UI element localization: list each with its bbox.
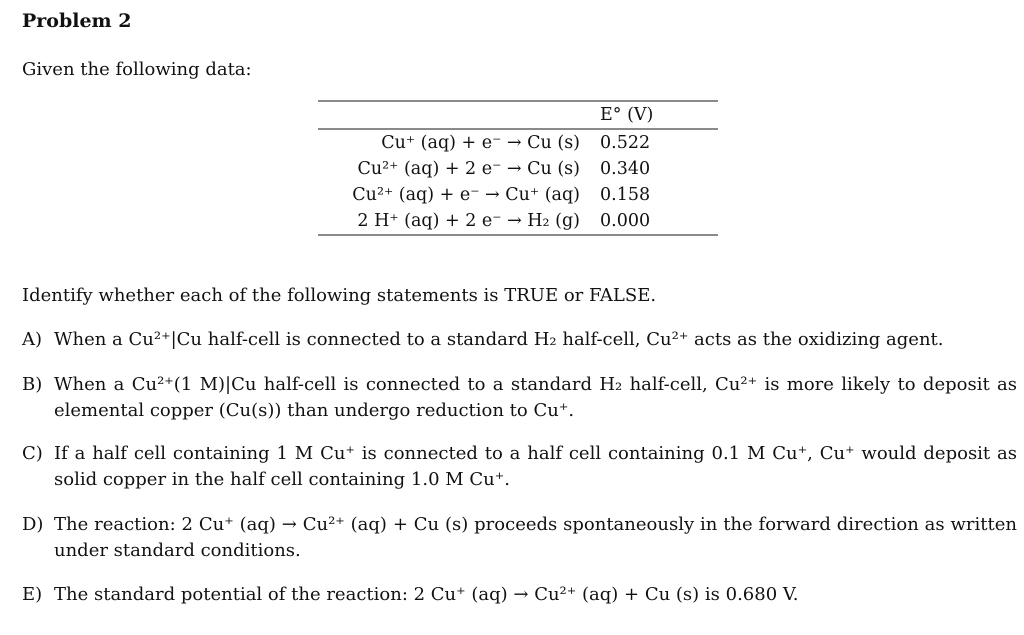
statement-c (22, 441, 1017, 493)
instruction-text: Identify whether each of the following statements is TRUE or FALSE. (22, 285, 657, 306)
statement-d (22, 512, 1017, 564)
statement-letter: B) (22, 374, 43, 395)
statement-a (22, 327, 1017, 353)
header-potential (600, 101, 718, 129)
statement-text: The reaction: 2 Cu⁺ (aq) → Cu²⁺ (aq) + Cu (s) proceeds spontaneously in the forward direction as written under standard conditions. (54, 514, 1017, 561)
potential-cell: 0.000 (600, 208, 718, 235)
table-row (318, 208, 718, 235)
table-row (318, 156, 718, 182)
statement-letter: D) (22, 514, 44, 535)
potential-cell: 0.340 (600, 159, 651, 179)
statement-text: If a half cell containing 1 M Cu⁺ is connected to a half cell containing 0.1 M Cu⁺, Cu⁺ would deposit as solid copper in the half cell containing 1.0 M Cu⁺. (54, 443, 1017, 490)
reaction-cell: Cu⁺ (aq) + e⁻ → Cu (s) (381, 133, 580, 153)
statement-letter: C) (22, 443, 43, 464)
statement-letter: A) (22, 329, 43, 350)
data-table (318, 100, 718, 236)
potential-cell: 0.522 (600, 133, 651, 153)
header-potential-label: E° (V) (600, 105, 654, 125)
potential-cell: 0.158 (600, 185, 651, 205)
reaction-cell: Cu²⁺ (aq) + 2 e⁻ → Cu (s) (357, 159, 580, 179)
table-header-row (318, 101, 718, 129)
table-row (318, 182, 718, 208)
statement-letter: E) (22, 584, 43, 605)
statement-text: The standard potential of the reaction: 2 Cu⁺ (aq) → Cu²⁺ (aq) + Cu (s) is 0.680 V. (54, 584, 799, 605)
potential-table (318, 100, 718, 236)
reaction-cell: 2 H⁺ (aq) + 2 e⁻ → H₂ (g) (318, 208, 600, 235)
statement-b (22, 372, 1017, 424)
statement-e (22, 582, 1017, 608)
statement-text: When a Cu²⁺|Cu half-cell is connected to a standard H₂ half-cell, Cu²⁺ acts as the oxidizing agent. (54, 329, 944, 350)
intro-text: Given the following data: (22, 59, 252, 80)
reaction-cell: Cu²⁺ (aq) + e⁻ → Cu⁺ (aq) (352, 185, 580, 205)
problem-title: Problem 2 (22, 10, 132, 32)
table-row (318, 129, 718, 156)
header-reaction (318, 101, 600, 129)
statement-text: When a Cu²⁺(1 M)|Cu half-cell is connected to a standard H₂ half-cell, Cu²⁺ is more likely to deposit as elemental copper (Cu(s)) than undergo reduction to Cu⁺. (54, 374, 1017, 421)
